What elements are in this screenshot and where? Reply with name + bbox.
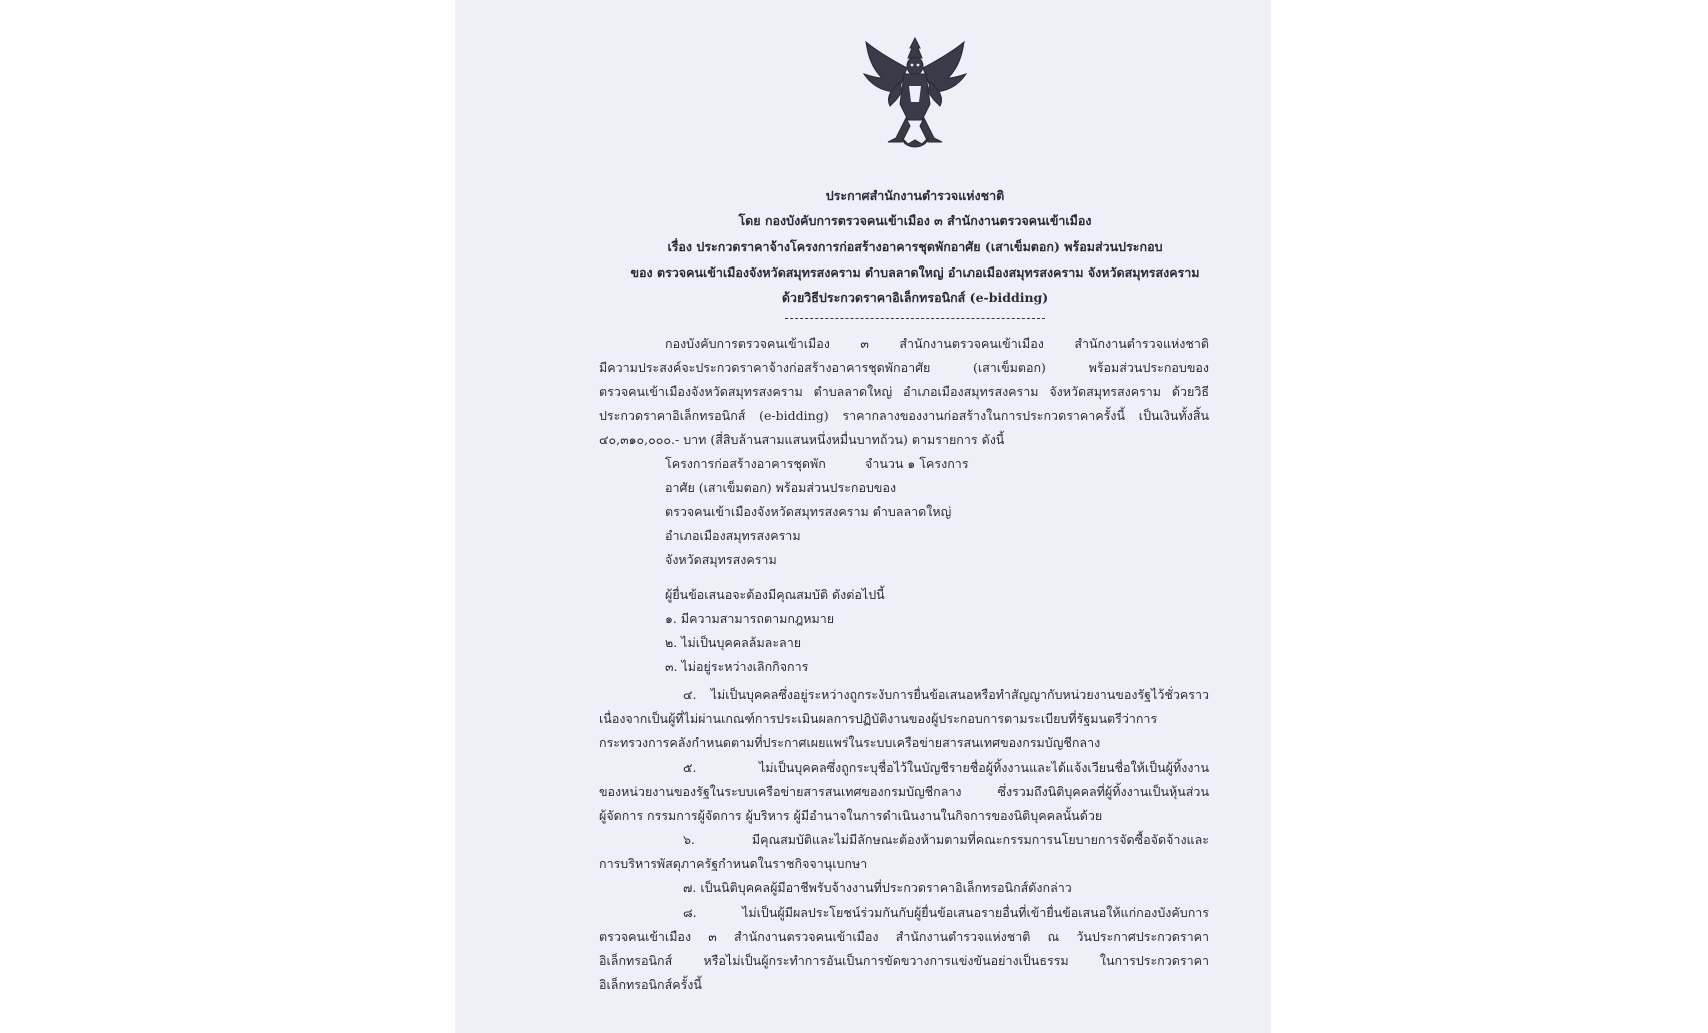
qualification-8-line: อิเล็กทรอนิกส์ครั้งนี้	[599, 977, 702, 992]
project-quantity: จำนวน ๑ โครงการ	[865, 456, 969, 471]
heading-line-2: โดย กองบังคับการตรวจคนเข้าเมือง ๓ สำนักงานตรวจคนเข้าเมือง	[738, 213, 1092, 228]
project-name-line: โครงการก่อสร้างอาคารชุดพัก	[665, 456, 826, 471]
intro-line-1: กองบังคับการตรวจคนเข้าเมือง ๓ สำนักงานตรวจคนเข้าเมือง สำนักงานตำรวจแห่งชาติ	[665, 336, 1209, 351]
intro-line-3: ตรวจคนเข้าเมืองจังหวัดสมุทรสงคราม ตำบลลาดใหญ่ อำเภอเมืองสมุทรสงคราม จังหวัดสมุทรสงคราม ด้วยวิธี	[599, 384, 1209, 399]
project-name-line: อาศัย (เสาเข็มตอก) พร้อมส่วนประกอบของ	[665, 480, 897, 495]
qualification-item: ๓. ไม่อยู่ระหว่างเลิกกิจการ	[665, 659, 809, 674]
heading-line-1: ประกาศสำนักงานตำรวจแห่งชาติ	[825, 188, 1005, 203]
qualification-4-line: ๔. ไม่เป็นบุคคลซึ่งอยู่ระหว่างถูกระงับการยื่นข้อเสนอหรือทำสัญญากับหน่วยงานของรัฐไว้ชั่วคราว	[683, 687, 1209, 702]
heading-line-5: ด้วยวิธีประกวดราคาอิเล็กทรอนิกส์ (e-bidding)	[781, 290, 1049, 305]
project-name-line: ตรวจคนเข้าเมืองจังหวัดสมุทรสงคราม ตำบลลาดใหญ่	[665, 504, 952, 519]
heading-line-4: ของ ตรวจคนเข้าเมืองจังหวัดสมุทรสงคราม ตำบลลาดใหญ่ อำเภอเมืองสมุทรสงคราม จังหวัดสมุทรสงคราม	[630, 265, 1200, 280]
qualification-5-line: ของหน่วยงานของรัฐในระบบเครือข่ายสารสนเทศของกรมบัญชีกลาง ซึ่งรวมถึงนิติบุคคลที่ผู้ทิ้งงานเป็นหุ้นส่วน	[599, 784, 1209, 799]
qualification-5-line: ผู้จัดการ กรรมการผู้จัดการ ผู้บริหาร ผู้มีอำนาจในการดำเนินงานในกิจการของนิติบุคคลนั้นด้วย	[599, 808, 1103, 823]
qualification-8-line: อิเล็กทรอนิกส์ หรือไม่เป็นผู้กระทำการอันเป็นการขัดขวางการแข่งขันอย่างเป็นธรรม ในการประกวดราคา	[599, 953, 1209, 968]
garuda-emblem-icon	[852, 34, 978, 160]
intro-line-5: ๔๐,๓๑๐,๐๐๐.- บาท (สี่สิบล้านสามแสนหนึ่งหมื่นบาทถ้วน) ตามรายการ ดังนี้	[599, 432, 1005, 447]
project-name-line: อำเภอเมืองสมุทรสงคราม	[665, 528, 801, 543]
qualification-6-line: การบริหารพัสดุภาครัฐกำหนดในราชกิจจานุเบกษา	[599, 856, 868, 871]
qualification-4-line: เนื่องจากเป็นผู้ที่ไม่ผ่านเกณฑ์การประเมินผลการปฏิบัติงานของผู้ประกอบการตามระเบียบที่รัฐมนตรีว่าการ	[599, 711, 1158, 726]
project-name-line: จังหวัดสมุทรสงคราม	[665, 552, 777, 567]
intro-line-2: มีความประสงค์จะประกวดราคาจ้างก่อสร้างอาคารชุดพักอาศัย (เสาเข็มตอก) พร้อมส่วนประกอบของ	[599, 360, 1209, 375]
qualifications-title: ผู้ยื่นข้อเสนอจะต้องมีคุณสมบัติ ดังต่อไปนี้	[665, 587, 885, 602]
document-page	[455, 0, 1271, 1033]
qualification-6-line: ๖. มีคุณสมบัติและไม่มีลักษณะต้องห้ามตามที่คณะกรรมการนโยบายการจัดซื้อจัดจ้างและ	[683, 832, 1209, 847]
qualification-item: ๒. ไม่เป็นบุคคลล้มละลาย	[665, 635, 802, 650]
qualification-7-line: ๗. เป็นนิติบุคคลผู้มีอาชีพรับจ้างงานที่ประกวดราคาอิเล็กทรอนิกส์ดังกล่าว	[683, 880, 1072, 895]
heading-line-3: เรื่อง ประกวดราคาจ้างโครงการก่อสร้างอาคารชุดพักอาศัย (เสาเข็มตอก) พร้อมส่วนประกอบ	[667, 239, 1163, 254]
qualification-4-line: กระทรวงการคลังกำหนดตามที่ประกาศเผยแพร่ในระบบเครือข่ายสารสนเทศของกรมบัญชีกลาง	[599, 735, 1101, 750]
separator-rule	[785, 318, 1045, 319]
qualification-5-line: ๕. ไม่เป็นบุคคลซึ่งถูกระบุชื่อไว้ในบัญชีรายชื่อผู้ทิ้งงานและได้แจ้งเวียนชื่อให้เป็นผู้ทิ้งงาน	[683, 760, 1209, 775]
qualification-8-line: ๘. ไม่เป็นผู้มีผลประโยชน์ร่วมกันกับผู้ยื่นข้อเสนอรายอื่นที่เข้ายื่นข้อเสนอให้แก่กองบังคับการ	[683, 905, 1209, 920]
qualification-8-line: ตรวจคนเข้าเมือง ๓ สำนักงานตรวจคนเข้าเมือง สำนักงานตำรวจแห่งชาติ ณ วันประกาศประกวดราคา	[599, 929, 1209, 944]
qualification-item: ๑. มีความสามารถตามกฎหมาย	[665, 611, 835, 626]
intro-line-4: ประกวดราคาอิเล็กทรอนิกส์ (e-bidding) ราคากลางของงานก่อสร้างในการประกวดราคาครั้งนี้ เป็นเงินทั้งสิ้น	[599, 408, 1209, 423]
